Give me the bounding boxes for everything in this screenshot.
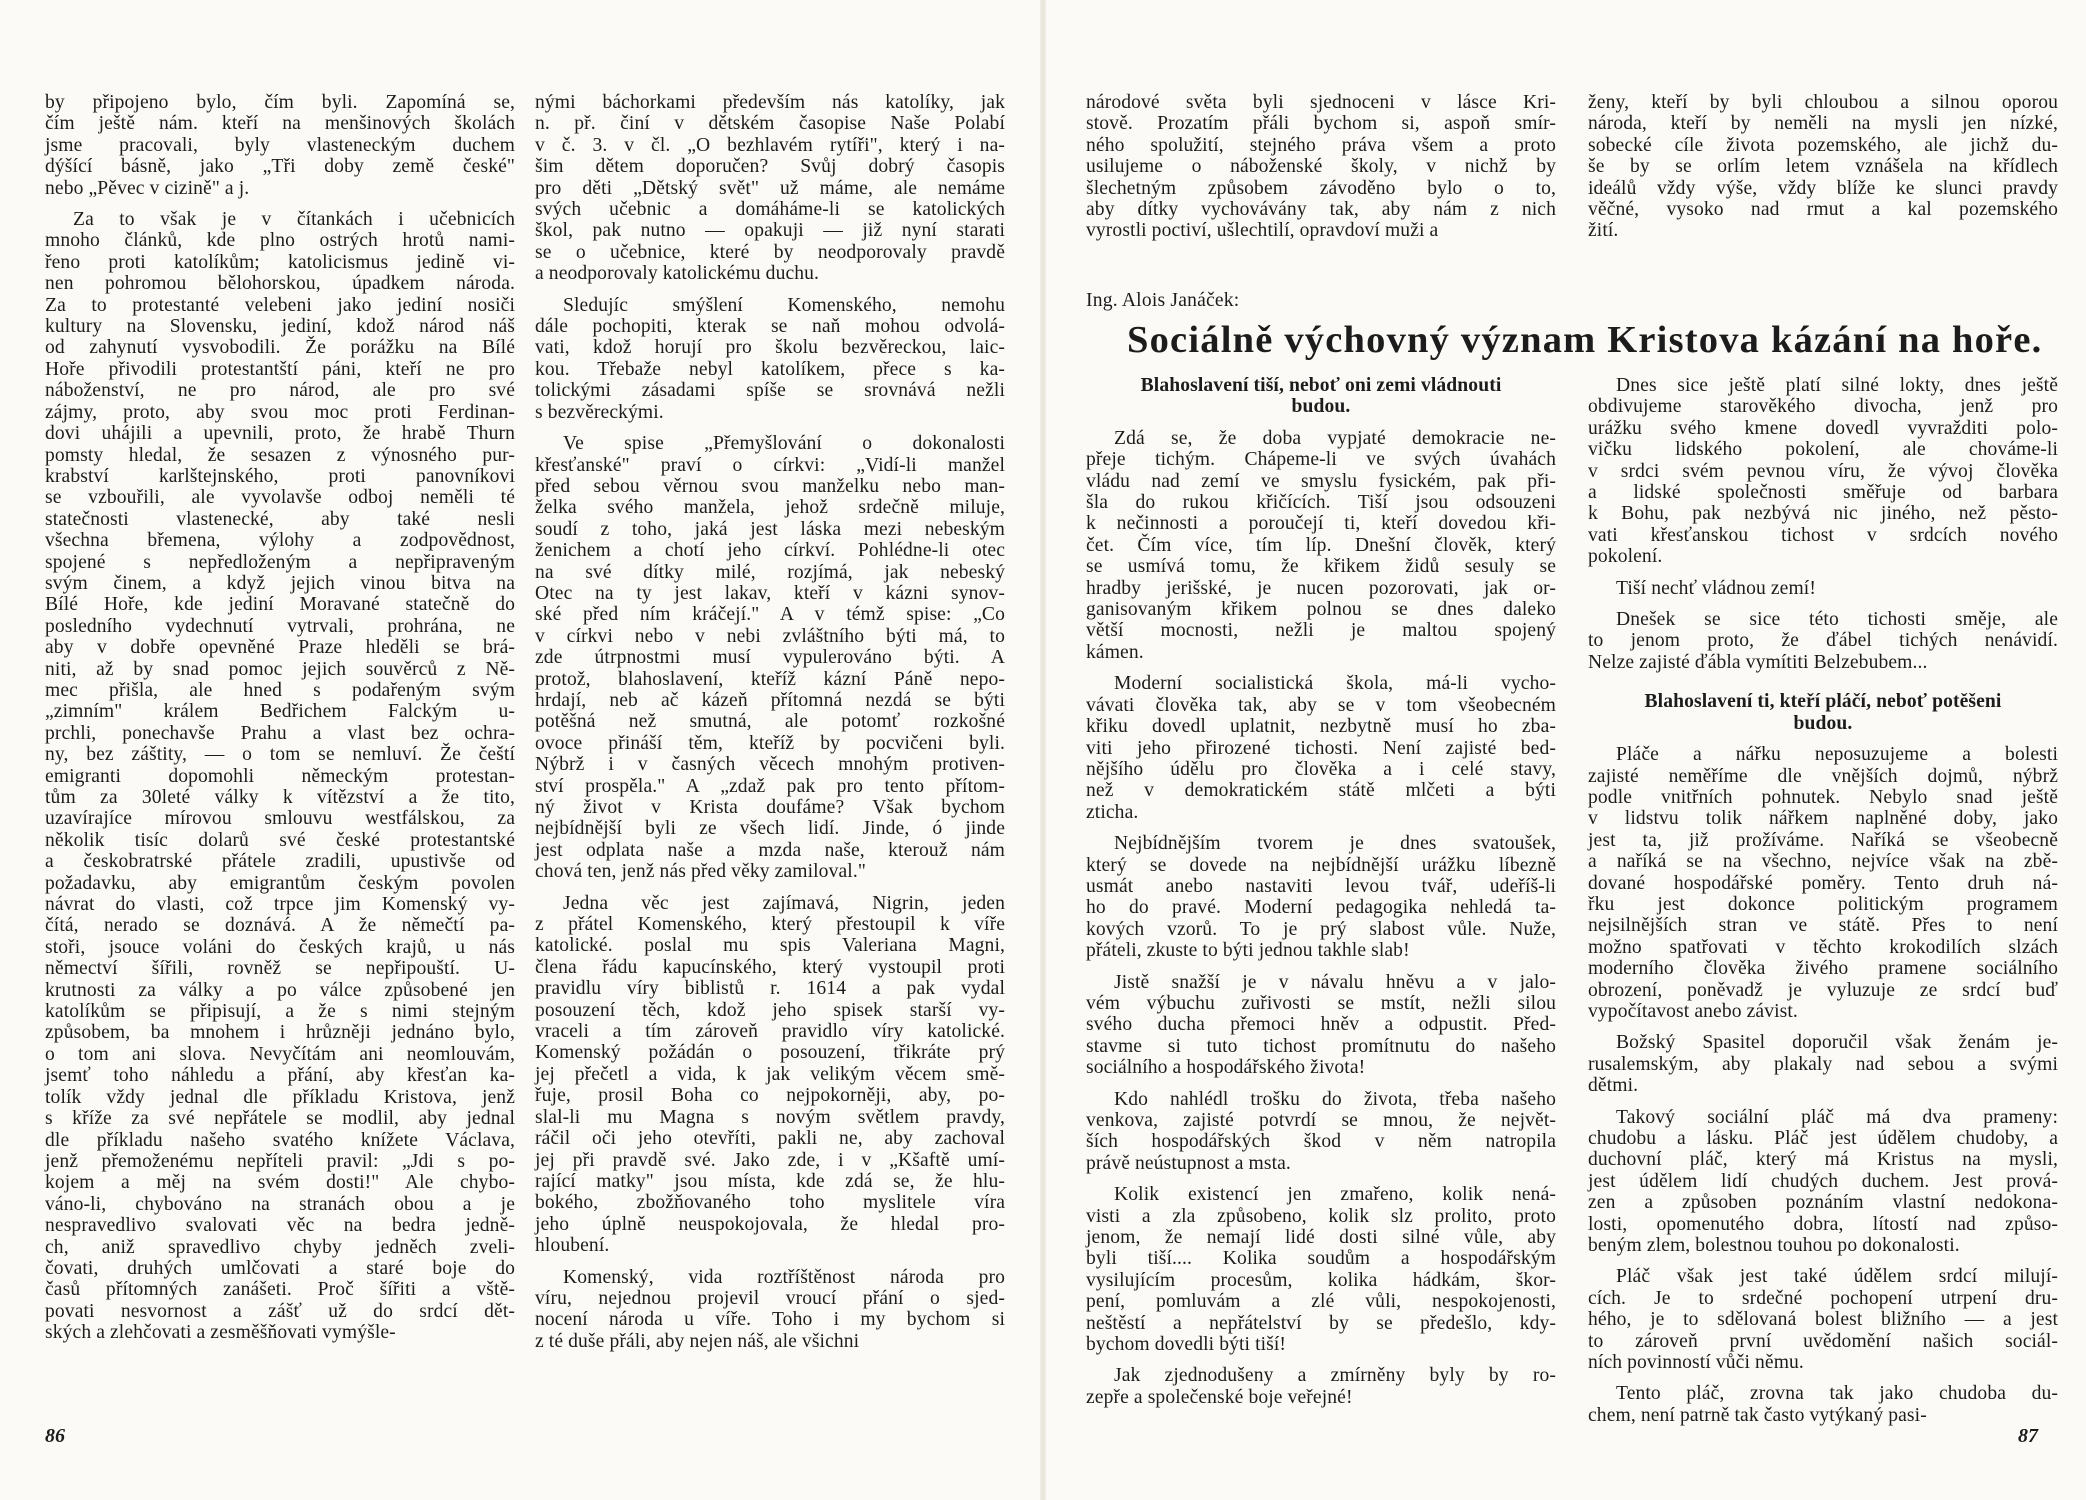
text-line: statečnosti vlastenecké, aby také nesli bbox=[45, 508, 515, 530]
text-line: emigranti dopomohli německým protestan- bbox=[45, 765, 515, 787]
text-line: potěšná než smutná, ale potomť rozkošné bbox=[535, 711, 1005, 733]
text-line: ného spolužití, stejného práva všem a proto bbox=[1086, 134, 1556, 156]
left-page-column-2 bbox=[535, 92, 1005, 1352]
text-line: aby v dobře opevněné Praze hleděli se brá- bbox=[45, 637, 515, 659]
text-line: Nýbrž i v časných věcech mnohým protiven- bbox=[535, 754, 1005, 776]
text-line: posledního vydechnutí vytrvali, prohrána, ne bbox=[45, 615, 515, 637]
text-line: přáteli, zkuste to býti jednou takhle slab! bbox=[1086, 940, 1410, 962]
text-line: Hoře přivodili protestantští páni, kteří ne pro bbox=[45, 358, 515, 380]
text-line: duchovní pláč, který má Kristus na mysli, bbox=[1588, 1149, 2058, 1171]
text-line: z té duše přáli, aby nejen náš, ale všichni bbox=[535, 1330, 860, 1352]
paragraph bbox=[1086, 1184, 1556, 1355]
paragraph bbox=[1588, 1107, 2058, 1257]
subhead-line: Blahoslavení tiší, neboť oni zemi vládnouti bbox=[1140, 375, 1502, 396]
right-page bbox=[1043, 0, 2086, 1500]
text-line: jeho úplně neuspokojovala, že hledal pro- bbox=[535, 1213, 1005, 1235]
text-line: žití. bbox=[1588, 220, 1619, 242]
text-line: návrat do vlasti, což trpce jim Komenský vy- bbox=[45, 894, 515, 916]
text-line: pokolení. bbox=[1588, 546, 1663, 568]
section-subhead-2 bbox=[1588, 691, 2058, 734]
text-line: čím ještě nám. kteří na menšinových školách bbox=[45, 113, 515, 135]
text-line: spojené s nepředloženým a nepřipraveným bbox=[45, 551, 515, 573]
section-body-1 bbox=[1086, 428, 1556, 1408]
text-line: ších hospodářských škod v něm natropila bbox=[1086, 1131, 1556, 1153]
text-line: a lidské společnosti směřuje od barbara bbox=[1588, 482, 2058, 504]
text-line: svým činem, a když jejich vinou bitva na bbox=[45, 572, 515, 594]
text-line: hého, je to sdělovaná bolest bližního — a jest bbox=[1588, 1309, 2058, 1331]
text-line: jenž přemoženému nepříteli pravil: „Jdi s po- bbox=[45, 1150, 515, 1172]
text-line: usmát anebo nastaviti levou tvář, udeříš-li bbox=[1086, 875, 1556, 897]
text-line: než v demokratickém státě mlčeti a býti bbox=[1086, 780, 1556, 802]
text-line: větší mocnosti, nežli je maltou spojený bbox=[1086, 620, 1556, 642]
section-body-2a bbox=[1588, 375, 2058, 673]
text-line: by připojeno bylo, čím byli. Zapomíná se, bbox=[45, 92, 515, 113]
text-line: obdivujeme starověkého divocha, jenž pro bbox=[1588, 396, 2058, 418]
text-line: ny, bez záštity, — o tom se nemluví. Že čeští bbox=[45, 744, 515, 766]
text-line: nen pohromou bělohorskou, úpadkem národa. bbox=[45, 273, 515, 295]
text-line: hloubení. bbox=[535, 1235, 610, 1257]
text-line: n. př. činí v dětském časopise Naše Polabí bbox=[535, 113, 1005, 135]
text-line: němectví šířili, rovněž se nepřipouští. U- bbox=[45, 958, 515, 980]
text-line: ských a zlehčovati a zesměšňovati vymýšle- bbox=[45, 1322, 396, 1344]
text-line: náboženství, ne pro národ, ale pro své bbox=[45, 380, 515, 402]
text-line: křesťanské" praví o církvi: „Vidí-li manžel bbox=[535, 454, 1005, 476]
text-line: to zároveň první uvědomění našich sociál- bbox=[1588, 1330, 2058, 1352]
text-line: Dnes sice ještě platí silné lokty, dnes ještě bbox=[1616, 375, 2058, 396]
text-line: uzavírajíce mírovou smlouvu westfálskou, za bbox=[45, 808, 515, 830]
text-line: beným zlem, bolestnou touhou po dokonalosti. bbox=[1588, 1235, 1960, 1257]
text-line: zticha. bbox=[1086, 801, 1139, 823]
paragraph bbox=[535, 893, 1005, 1257]
text-line: vati křesťanskou tichost v srdcích nového bbox=[1588, 524, 2058, 546]
page-number-left: 86 bbox=[45, 1425, 65, 1447]
text-line: vraceli a tím zároveň pravidlo víry katolické. bbox=[535, 1021, 1005, 1043]
text-line: neštěstí a nepřátelství by se předešlo, kdy- bbox=[1086, 1312, 1556, 1334]
text-line: jest odplata naše a mzda naše, kterouž nám bbox=[535, 839, 1005, 861]
text-line: Za to protestanté velebeni jako jediní nosiči bbox=[45, 294, 515, 316]
text-line: povati nesvornost a zášť už do srdcí dět- bbox=[45, 1300, 515, 1322]
paragraph bbox=[1588, 744, 2058, 1022]
text-line: Komenský, vida roztříštěnost národa pro bbox=[563, 1266, 1005, 1288]
text-line: posouzení těch, kdož jeho spisek starší vy- bbox=[535, 999, 1005, 1021]
text-line: niti, až by snad pomoc jejich souvěrců z Ně- bbox=[45, 658, 515, 680]
page-number-right: 87 bbox=[2018, 1425, 2038, 1447]
text-line: sociálního a hospodářského života! bbox=[1086, 1057, 1366, 1079]
text-line: nejsilnějších stran ve státě. Přes to není bbox=[1588, 915, 2058, 937]
text-line: ženichem a chotí jeho církví. Pohlédne-li otec bbox=[535, 540, 1005, 562]
text-line: kultury na Slovensku, jediní, kdož národ náš bbox=[45, 316, 515, 338]
text-line: ské před ním kráčejí." A v témž spise: „Co bbox=[535, 604, 1005, 626]
text-line: Jak zjednodušeny a zmírněny byly by ro- bbox=[1114, 1365, 1556, 1387]
paragraph bbox=[1588, 1032, 2058, 1096]
right-page-column-1-top bbox=[1086, 92, 1556, 242]
text-line: tům za 30leté války k vítězství a že tito, bbox=[45, 787, 515, 808]
text-line: vém výbuchu zuřivosti se mstít, nežli silou bbox=[1086, 992, 1556, 1014]
subhead-line: Blahoslavení ti, kteří pláčí, neboť potěšeni bbox=[1644, 691, 2002, 713]
text-line: člena řádu kapucínského, který vystoupil proti bbox=[535, 956, 1005, 978]
paragraph bbox=[1086, 1365, 1556, 1408]
text-line: tolík vždy jednal dle příkladu Kristova, jenž bbox=[45, 1086, 515, 1108]
text-line: „zimním" králem Bedřichem Falckým u- bbox=[45, 701, 515, 723]
text-line: nejbídnější byli ze všech lidí. Jinde, ó jinde bbox=[535, 818, 1005, 840]
text-line: na své dítky milé, rozjímá, jak nebeský bbox=[535, 561, 1005, 583]
text-line: stově. Prozatím přáli bychom si, aspoň smír- bbox=[1086, 113, 1556, 135]
paragraph bbox=[1588, 609, 2058, 673]
text-line: chová ten, jenž nás před věky zamiloval." bbox=[535, 861, 866, 883]
text-line: pro děti „Dětský svět" už máme, ale nemáme bbox=[535, 177, 1005, 199]
text-line: Tento pláč, zrovna tak jako chudoba du- bbox=[1616, 1383, 2058, 1405]
text-line: stoři, jsouce voláni do českých krajů, u nás bbox=[45, 936, 515, 958]
text-line: pravidlu víry biblistů r. 1614 a pak vydal bbox=[535, 978, 1005, 1000]
text-line: řku jest dokonce politickým programem bbox=[1588, 893, 2058, 915]
text-line: pení, pomluvám a zlé vůli, nespokojenosti, bbox=[1086, 1291, 1556, 1313]
text-line: způsobem, ba mnohem i hrůzněji jednáno bylo, bbox=[45, 1022, 515, 1044]
paragraph bbox=[535, 295, 1005, 423]
text-line: kových vzorů. To je prý slabost vůle. Nuže, bbox=[1086, 918, 1556, 940]
text-line: ný život v Krista doufáme? Však bychom bbox=[535, 797, 1005, 818]
text-line: z přátel Komenského, který přestoupil k víře bbox=[535, 914, 1005, 936]
text-line: sobecké cíle života pozemského, ale jichž du- bbox=[1588, 134, 2058, 156]
text-line: který se dovede na nejbídnější urážku líbezně bbox=[1086, 854, 1556, 876]
text-line: rající matky" jsou místa, kde zdá se, že hlu- bbox=[535, 1170, 1005, 1192]
text-line: vyrostli poctiví, ušlechtilí, opravdoví muži a bbox=[1086, 220, 1439, 242]
text-line: národa, kteří by neměli na mysli jen nízké, bbox=[1588, 113, 2058, 135]
text-line: Otec na ty jest lakav, kteří v kázni synov- bbox=[535, 582, 1005, 604]
text-line: zájmy, proto, aby svou moc proti Ferdinan- bbox=[45, 401, 515, 423]
paragraph bbox=[1588, 1266, 2058, 1373]
text-line: Moderní socialistická škola, má-li vycho- bbox=[1114, 673, 1556, 695]
text-line: Komenský požádán o posouzení, třikráte prý bbox=[535, 1042, 1005, 1064]
text-line: to jenom proto, že ďábel tichých nenávidí. bbox=[1588, 630, 2058, 652]
text-line: národové světa byli sjednoceni v lásce Kri- bbox=[1086, 92, 1556, 113]
text-line: váno-li, chybováno na stranách obou a je bbox=[45, 1193, 515, 1215]
text-line: ství prospěla." A „zdaž pak pro tento přítom- bbox=[535, 775, 1005, 797]
text-line: urážku svého kmene dovedl vyvražditi polo- bbox=[1588, 417, 2058, 439]
text-line: a neodporovaly katolickému duchu. bbox=[535, 263, 820, 285]
text-line: hrdají, neb ač kázeň přítomná nezdá se býti bbox=[535, 689, 1005, 711]
paragraph bbox=[45, 92, 515, 199]
text-line: se o učebnice, které by neodporovaly pravdě bbox=[535, 241, 1005, 263]
text-line: jsme pracovali, byly vlasteneckým duchem bbox=[45, 134, 515, 156]
text-line: kojem a měj na svém dosti!" Ale chybo- bbox=[45, 1172, 515, 1194]
paragraph bbox=[1588, 92, 2058, 242]
text-line: prchli, ponechavše Prahu a vlast bez ochra- bbox=[45, 722, 515, 744]
text-line: Takový sociální pláč má dva prameny: bbox=[1616, 1106, 2058, 1128]
text-line: věčné, vysoko nad rmut a kal pozemského bbox=[1588, 199, 2058, 221]
paragraph bbox=[45, 209, 515, 1344]
subhead-line: budou. bbox=[1291, 396, 1351, 418]
text-line: svého ducha přemoci hněv a odpustit. Před- bbox=[1086, 1014, 1556, 1036]
text-line: vičku lidského pokolení, ale chováme-li bbox=[1588, 439, 2058, 461]
text-line: kou. Třebaže nebyl katolíkem, přece s ka- bbox=[535, 358, 1005, 380]
text-line: vávati člověka tak, aby se v tom všeobecném bbox=[1086, 694, 1556, 716]
text-line: Dnešek se sice této tichosti směje, ale bbox=[1616, 609, 2058, 631]
paragraph bbox=[1086, 972, 1556, 1079]
text-line: cích. Je to srdečné pochopení utrpení dru- bbox=[1588, 1287, 2058, 1309]
text-line: zepře a společenské boje veřejné! bbox=[1086, 1386, 1353, 1408]
text-line: ovoce přináší těm, kteříž by pocvičeni byli. bbox=[535, 732, 1005, 754]
text-line: aby dítky vychovávány tak, aby nám z nich bbox=[1086, 199, 1556, 221]
text-line: čovati, druhých umlčovati a staré boje do bbox=[45, 1257, 515, 1279]
text-line: šla do rukou křičících. Tiší jsou odsouzeni bbox=[1086, 492, 1556, 514]
text-line: dované hospodářské poměry. Tento druh ná- bbox=[1588, 872, 2058, 894]
text-line: a naříká se na všechno, nejvíce však na zbě- bbox=[1588, 851, 2058, 873]
text-line: k Bohu, pak nezbývá nic jiného, než pěsto- bbox=[1588, 503, 2058, 525]
text-line: několik tisíc dolarů své české protestantské bbox=[45, 829, 515, 851]
text-line: vysilujícím procesům, kolika hádkám, škor- bbox=[1086, 1269, 1556, 1291]
text-line: obrození, poněvadž je vyluzuje ze srdcí buď bbox=[1588, 979, 2058, 1001]
text-line: ho do pravé. Moderní pedagogika nehledá ta- bbox=[1086, 897, 1556, 919]
left-page-column-1 bbox=[45, 92, 515, 1344]
subhead-line: budou. bbox=[1793, 712, 1853, 734]
text-line: rusalemským, aby plakaly nad sebou a svými bbox=[1588, 1053, 2058, 1075]
text-line: přeje tichým. Chápeme-li ve svých úvahách bbox=[1086, 449, 1556, 471]
right-page-column-2 bbox=[1588, 375, 2058, 1426]
text-line: chem, není patrně tak často vytýkaný pasi- bbox=[1588, 1404, 1927, 1426]
text-line: ideálů vždy výše, vždy blíže ke slunci pravdy bbox=[1588, 177, 2058, 199]
text-line: jenom, že nemají lidé dosti silné vůle, aby bbox=[1086, 1227, 1556, 1249]
text-line: Bílé Hoře, kde jediní Moravané statečně do bbox=[45, 594, 515, 616]
text-line: šlechetným způsobem závoděno bylo o to, bbox=[1086, 177, 1556, 199]
text-line: víru, nejednou projevil vroucí přání o sjed- bbox=[535, 1287, 1005, 1309]
text-line: Jistě snažší je v návalu hněvu a v jalo- bbox=[1114, 971, 1556, 993]
text-line: požadavku, aby emigrantům českým povolen bbox=[45, 872, 515, 894]
right-page-column-2-top bbox=[1588, 92, 2058, 242]
text-line: tolickými zásadami spíše se srovnává nežli bbox=[535, 380, 1005, 402]
article-author: Ing. Alois Janáček: bbox=[1086, 290, 1240, 311]
text-line: venkova, zajisté potvrdí se mnou, že největ- bbox=[1086, 1110, 1556, 1131]
text-line: Pláče a nářku neposuzujeme a bolesti bbox=[1616, 744, 2058, 766]
text-line: v církvi nebo v nebi zvláštního býti má, to bbox=[535, 625, 1005, 647]
text-line: mnoho článků, kde plno ostrých hrotů nami- bbox=[45, 230, 515, 252]
paragraph bbox=[1588, 1383, 2058, 1426]
text-line: zen a způsoben poznáním vlastní nedokona- bbox=[1588, 1192, 2058, 1214]
paragraph bbox=[1086, 92, 1556, 242]
text-line: od zahynutí vysvobodili. Že porážku na Bílé bbox=[45, 337, 515, 359]
text-line: nocení národa u víře. Toho i my bychom si bbox=[535, 1309, 1005, 1331]
text-line: s kříže za své nepřátele se modlil, aby jednal bbox=[45, 1108, 515, 1130]
text-line: pomsty hledal, že sesazen z výnosného pur- bbox=[45, 444, 515, 466]
text-line: dle příkladu našeho svatého knížete Václava, bbox=[45, 1129, 515, 1151]
text-line: ních povinností vůči němu. bbox=[1588, 1352, 1804, 1374]
text-line: Jedna věc jest zajímavá, Nigrin, jeden bbox=[563, 892, 1005, 914]
text-line: dýšící básně, jako „Tři doby země české" bbox=[45, 156, 515, 178]
text-line: losti, opomenutého dobra, lítostí nad způso- bbox=[1588, 1213, 2058, 1235]
text-line: čítá, nerado se doznává. A že němečtí pa- bbox=[45, 915, 515, 937]
text-line: v lidstvu tolik nářkem naplněné doby, jako bbox=[1588, 808, 2058, 830]
text-line: Nejbídnějším tvorem je dnes svatoušek, bbox=[1114, 833, 1556, 855]
paragraph bbox=[1588, 375, 2058, 568]
text-line: se vzbouřili, ale vyvolavše odboj neměli té bbox=[45, 487, 515, 509]
text-line: mec přišla, ale hned s podařeným svým bbox=[45, 679, 515, 701]
paragraph bbox=[535, 433, 1005, 883]
text-line: svých učebnic a domáháme-li se katolických bbox=[535, 199, 1005, 221]
text-line: jsemť toho náhledu a přání, aby křesťan ka- bbox=[45, 1065, 515, 1087]
text-line: bokého, zbožňovaného toho myslitele víra bbox=[535, 1192, 1005, 1214]
text-line: právě neústupnost a msta. bbox=[1086, 1152, 1291, 1174]
text-line: slal-li mu Magna s novým světlem pravdy, bbox=[535, 1106, 1005, 1128]
text-line: vládu nad zemí ve smyslu fysickém, pak při- bbox=[1086, 470, 1556, 492]
paragraph bbox=[1086, 833, 1556, 961]
text-line: protož, blahoslavení, kteříž kázní Páně nepo- bbox=[535, 668, 1005, 690]
paragraph bbox=[1588, 578, 2058, 599]
paragraph bbox=[1086, 1089, 1556, 1175]
text-line: ženy, kteří by byli chloubou a silnou oporou bbox=[1588, 92, 2058, 113]
text-line: vypočítavost anebo závist. bbox=[1588, 1000, 1798, 1022]
text-line: usilujeme o náboženské školy, v nichž by bbox=[1086, 156, 1556, 178]
text-line: možno spatřovati v těchto krokodilích slzách bbox=[1588, 936, 2058, 958]
text-line: nebo „Pěvec v cizině" a j. bbox=[45, 177, 250, 199]
section-body-2b bbox=[1588, 744, 2058, 1426]
text-line: před sebou věrnou svou manželku nebo man- bbox=[535, 475, 1005, 497]
text-line: dále pochopiti, kterak se naň mohou odvolá- bbox=[535, 316, 1005, 338]
text-line: čet. Čím více, tím líp. Dnešní člověk, který bbox=[1086, 534, 1556, 556]
paragraph bbox=[535, 1267, 1005, 1353]
text-line: o tom ani slova. Nevyčítám ani neomlouvám, bbox=[45, 1043, 515, 1065]
text-line: a českobratrské přátele zradili, upustivše od bbox=[45, 851, 515, 873]
text-line: Ve spise „Přemyšlování o dokonalosti bbox=[563, 433, 1005, 455]
text-line: nými báchorkami především nás katolíky, jak bbox=[535, 92, 1005, 113]
text-line: šim dětem doporučen? Svůj dobrý časopis bbox=[535, 156, 1005, 178]
text-line: křiku dovedl uplatnit, nezbytně musí ho zba- bbox=[1086, 716, 1556, 738]
text-line: vati, kdož horují pro školu bezvěreckou, laic- bbox=[535, 337, 1005, 359]
text-line: kámen. bbox=[1086, 641, 1144, 663]
text-line: nějšího údělu pro člověka a i celé stavy, bbox=[1086, 758, 1556, 780]
text-line: škol, pak nutno — opakuji — již nyní starati bbox=[535, 220, 1005, 242]
text-line: podle vnitřních pohnutek. Nebylo snad ještě bbox=[1588, 786, 2058, 808]
text-line: ch, aniž spravedlivo chyby jedněch zveli- bbox=[45, 1236, 515, 1258]
text-line: jest ta, již prožíváme. Naříká se všeobecně bbox=[1588, 829, 2058, 851]
text-line: Zdá se, že doba vypjaté demokracie ne- bbox=[1114, 427, 1556, 449]
text-line: všechna břemena, výlohy a zodpovědnost, bbox=[45, 530, 515, 552]
text-line: Za to však je v čítankách i učebnicích bbox=[73, 209, 515, 231]
text-line: viti jeho přirozené tichosti. Není zajisté bed- bbox=[1086, 737, 1556, 759]
text-line: jest údělem lidí chudých duchem. Jest prová- bbox=[1588, 1170, 2058, 1192]
text-line: byli tiší.... Kolika soudům a hospodářským bbox=[1086, 1248, 1556, 1270]
text-line: Tiší nechť vládnou zemí! bbox=[1616, 577, 1816, 599]
text-line: nespravedlivo svalovati věc na bedra jedně- bbox=[45, 1215, 515, 1237]
text-line: v č. 3. v čl. „O bezhlavém rytíři", který i na- bbox=[535, 134, 1005, 156]
text-line: ráčil oči jeho otevříti, pakli ne, aby zachoval bbox=[535, 1128, 1005, 1150]
text-line: katolické. poslal mu spis Valeriana Magni, bbox=[535, 935, 1005, 957]
paragraph bbox=[1086, 673, 1556, 823]
text-line: se usmívá tomu, že křikem židů sesuly se bbox=[1086, 556, 1556, 578]
text-line: jej při pravdě své. Jako zde, i v „Kšaftě umí- bbox=[535, 1149, 1005, 1171]
text-line: s bezvěreckými. bbox=[535, 401, 664, 423]
text-line: moderního člověka živého pramene sociálního bbox=[1588, 958, 2058, 980]
text-line: chudobu a lásku. Pláč jest údělem chudoby, a bbox=[1588, 1128, 2058, 1149]
text-line: soudí z toho, jaká jest láska mezi nebeským bbox=[535, 518, 1005, 540]
text-line: krutnosti za války a po válce způsobené jen bbox=[45, 979, 515, 1001]
text-line: zajisté neměříme dle vnějších dojmů, nýbrž bbox=[1588, 765, 2058, 787]
text-line: k nečinnosti a poroučejí ti, kteří dovedou kři- bbox=[1086, 513, 1556, 535]
text-line: Nelze zajisté ďábla vymítiti Belzebubem... bbox=[1588, 651, 1928, 673]
text-line: Božský Spasitel doporučil však ženám je- bbox=[1616, 1032, 2058, 1054]
paragraph bbox=[1086, 428, 1556, 663]
text-line: jej přečetl a vida, k jak velikým věcem smě- bbox=[535, 1063, 1005, 1085]
text-line: katolíkům se připisují, a že s nimi stejným bbox=[45, 1001, 515, 1023]
text-line: Sledujíc smýšlení Komenského, nemohu bbox=[563, 294, 1005, 316]
text-line: še by se orlím letem vznášela na křídlech bbox=[1588, 156, 2058, 178]
text-line: Pláč však jest také údělem srdcí milují- bbox=[1616, 1266, 2058, 1288]
text-line: hradby jerišské, je nucen pozorovati, jak or- bbox=[1086, 577, 1556, 599]
text-line: Kolik existencí jen zmařeno, kolik nená- bbox=[1114, 1184, 1556, 1206]
text-line: dětmi. bbox=[1588, 1075, 1639, 1097]
text-line: visti a zla způsobeno, kolik slz prolito, proto bbox=[1086, 1205, 1556, 1227]
article-headline: Sociálně výchovný význam Kristova kázání na hoře. bbox=[1127, 319, 2043, 361]
text-line: časů přítomných zanášeti. Proč šířiti a vště- bbox=[45, 1279, 515, 1301]
text-line: želka svého manžela, jehož srdečně miluje, bbox=[535, 497, 1005, 519]
text-line: v srdci svém pevnou víru, že vývoj člověka bbox=[1588, 460, 2058, 482]
text-line: krabství karlštejnského, proti panovníkovi bbox=[45, 465, 515, 487]
text-line: řeno proti katolíkům; katolicismus jedině vi- bbox=[45, 251, 515, 273]
paragraph bbox=[535, 92, 1005, 285]
text-line: zde útrpnostmi musí vypulerováno býti. A bbox=[535, 647, 1005, 669]
section-subhead-1 bbox=[1086, 375, 1556, 418]
text-line: ganisovaným křikem polnou se dnes daleko bbox=[1086, 599, 1556, 621]
text-line: Kdo nahlédl trošku do života, třeba našeho bbox=[1114, 1088, 1556, 1110]
right-page-column-1 bbox=[1086, 375, 1556, 1408]
text-line: řuje, prosil Boha co nejpokorněji, aby, po- bbox=[535, 1085, 1005, 1107]
text-line: stavme si tuto tichost promítnutu do našeho bbox=[1086, 1035, 1556, 1057]
text-line: dovi uhájili a upevnili, proto, že hrabě Thurn bbox=[45, 423, 515, 445]
text-line: bychom dovedli býti tiší! bbox=[1086, 1334, 1287, 1356]
